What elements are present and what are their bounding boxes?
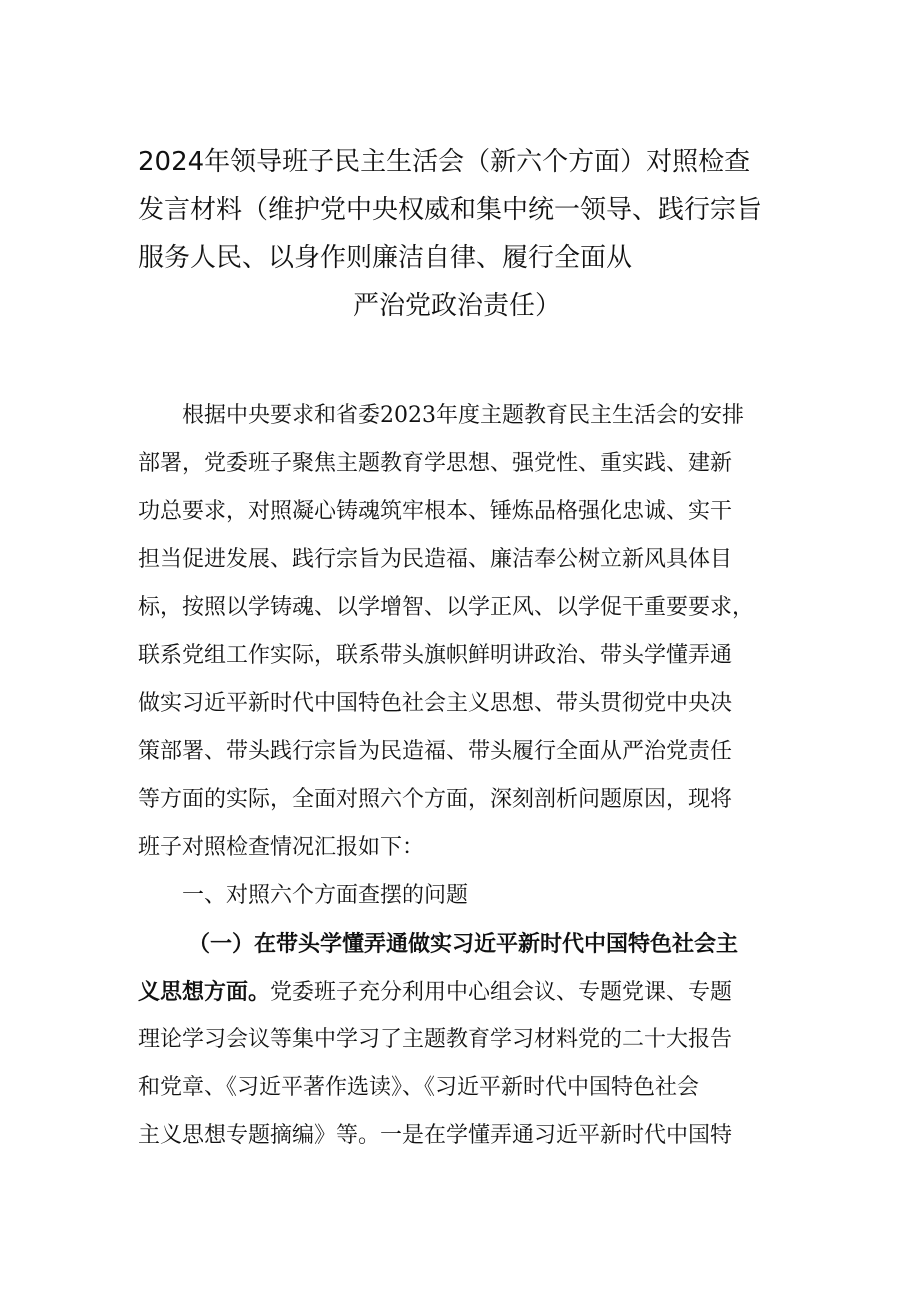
- title-line-4: 严治党政治责任）: [352, 291, 561, 321]
- body-line: 等方面的实际，全面对照六个方面，深刻剖析问题原因，现将: [138, 787, 733, 812]
- body-line: 部署，党委班子聚焦主题教育学思想、强党性、重实践、建新: [138, 451, 733, 476]
- body-line: 担当促进发展、践行宗旨为民造福、廉洁奉公树立新风具体目: [138, 547, 733, 572]
- subsection-line-2: [138, 968, 788, 1016]
- subsection-line: 主义思想专题摘编》等。一是在学懂弄通习近平新时代中国特: [138, 1123, 733, 1148]
- body-line: 标，按照以学铸魂、以学增智、以学正风、以学促干重要要求，: [138, 595, 755, 620]
- document-title: [138, 138, 788, 330]
- document-body: [138, 392, 788, 1160]
- body-line: 功总要求，对照凝心铸魂筑牢根本、锤炼品格强化忠诚、实干: [138, 499, 733, 524]
- subsection-line: 和党章、《习近平著作选读》、《习近平新时代中国特色社会: [138, 1075, 700, 1100]
- body-line: 联系党组工作实际，联系带头旗帜鲜明讲政治、带头学懂弄通: [138, 643, 733, 668]
- section-heading: 一、对照六个方面查摆的问题: [182, 883, 469, 908]
- title-line-2: 发言材料（维护党中央权威和集中统一领导、践行宗旨: [138, 195, 763, 225]
- body-line: 班子对照检查情况汇报如下：: [138, 835, 425, 860]
- subsection-text: 党委班子充分利用中心组会议、专题党课、专题: [270, 980, 733, 1005]
- title-line-3: 服务人民、以身作则廉洁自律、履行全面从: [138, 243, 633, 273]
- body-line: 策部署、带头践行宗旨为民造福、带头履行全面从严治党责任: [138, 739, 733, 764]
- subsection-heading-line-1: （一）在带头学懂弄通做实习近平新时代中国特色社会主: [188, 931, 739, 957]
- body-line: 根据中央要求和省委2023年度主题教育民主生活会的安排: [182, 403, 744, 428]
- body-line: 做实习近平新时代中国特色社会主义思想、带头贯彻党中央决: [138, 691, 733, 716]
- subsection-line: 理论学习会议等集中学习了主题教育学习材料党的二十大报告: [138, 1027, 733, 1052]
- subsection-heading-line-2: 义思想方面。: [138, 979, 271, 1005]
- title-line-1: 2024年领导班子民主生活会（新六个方面）对照检查: [138, 147, 751, 177]
